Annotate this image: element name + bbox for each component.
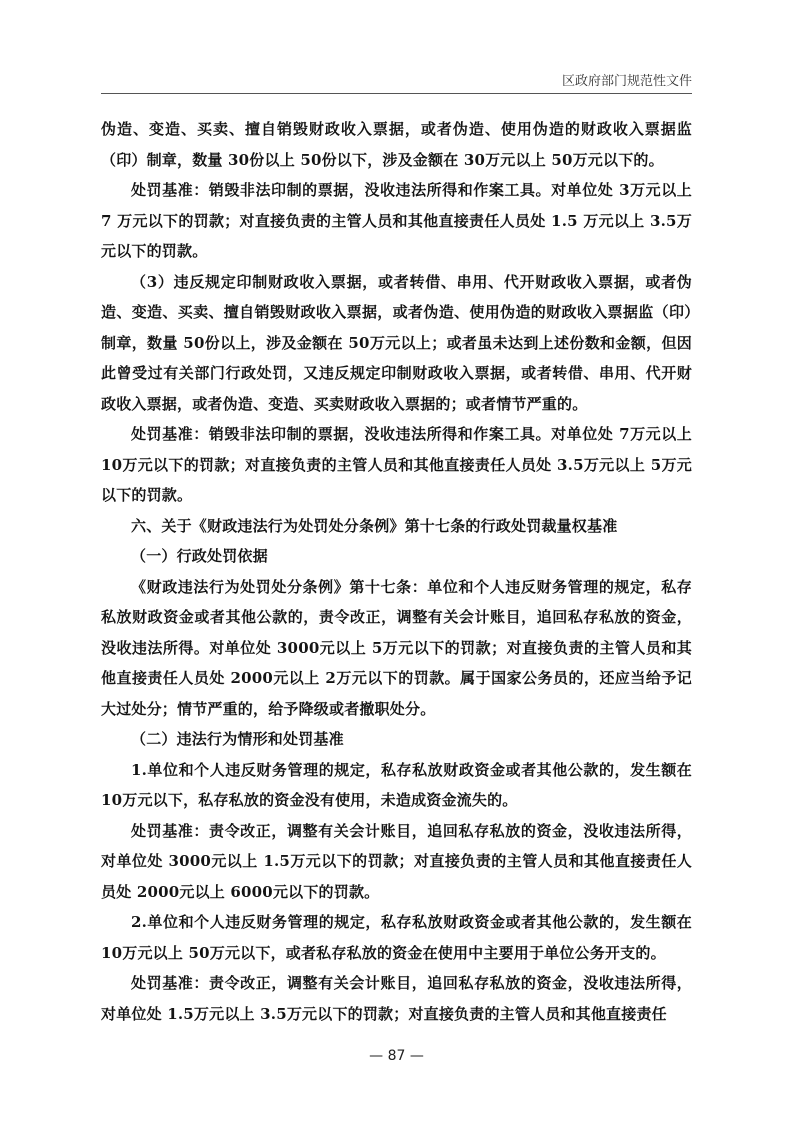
paragraph: 《财政违法行为处罚处分条例》第十七条：单位和个人违反财务管理的规定，私存私放财政资金或者其他公款的，责令改正，调整有关会计账目，追回私存私放的资金，没收违法所得。对单位处 3000元以上 5万元以下的罚款；对直接负责的主管人员和其他直接责任人员处 2000元以上 2万元以下的罚款。属于国家公务员的，还应当给予记大过处分；情节严重的，给予降级或者撤职处分。 (101, 577, 692, 718)
header-divider (101, 93, 692, 94)
paragraph: 处罚基准：责令改正，调整有关会计账目，追回私存私放的资金，没收违法所得，对单位处 1.5万元以上 3.5万元以下的罚款；对直接负责的主管人员和其他直接责任 (101, 974, 692, 1023)
paragraph: （3）违反规定印制财政收入票据，或者转借、串用、代开财政收入票据，或者伪造、变造、买卖、擅自销毁财政收入票据，或者伪造、使用伪造的财政收入票据监（印）制章，数量 50份以上，涉及金额在 50万元以上；或者虽未达到上述份数和金额，但因此曾受过有关部门行政处罚，又违反规定印制财政收入票据，或者转借、串用、代开财政收入票据，或者伪造、变造、买卖财政收入票据的；或者情节严重的。 (101, 272, 692, 413)
subsection-heading: （二）违法行为情形和处罚基准 (131, 730, 344, 748)
document-body (101, 114, 692, 1029)
paragraph: 处罚基准：销毁非法印制的票据，没收违法所得和作案工具。对单位处 3万元以上 7 万元以下的罚款；对直接负责的主管人员和其他直接责任人员处 1.5 万元以上 3.5万元以下的罚款。 (101, 181, 692, 260)
section-heading: 六、关于《财政违法行为处罚处分条例》第十七条的行政处罚裁量权基准 (131, 516, 618, 535)
subsection-heading: （一）行政处罚依据 (131, 547, 268, 565)
paragraph: 伪造、变造、买卖、擅自销毁财政收入票据，或者伪造、使用伪造的财政收入票据监（印）制章，数量 30份以上 50份以下，涉及金额在 30万元以上 50万元以下的。 (101, 120, 692, 169)
paragraph: 处罚基准：责令改正，调整有关会计账目，追回私存私放的资金，没收违法所得，对单位处 3000元以上 1.5万元以下的罚款；对直接负责的主管人员和其他直接责任人员处 2000元以上 6000元以下的罚款。 (101, 821, 692, 901)
page-number: — 87 — (369, 1048, 424, 1064)
paragraph: 2.单位和个人违反财务管理的规定，私存私放财政资金或者其他公款的，发生额在 10万元以上 50万元以下，或者私存私放的资金在使用中主要用于单位公务开支的。 (101, 913, 692, 962)
paragraph: 处罚基准：销毁非法印制的票据，没收违法所得和作案工具。对单位处 7万元以上 10万元以下的罚款；对直接负责的主管人员和其他直接责任人员处 3.5万元以上 5万元以下的罚款。 (101, 425, 692, 504)
running-header: 区政府部门规范性文件 (561, 74, 692, 89)
paragraph: 1.单位和个人违反财务管理的规定，私存私放财政资金或者其他公款的，发生额在 10万元以下，私存私放的资金没有使用，未造成资金流失的。 (101, 760, 692, 809)
